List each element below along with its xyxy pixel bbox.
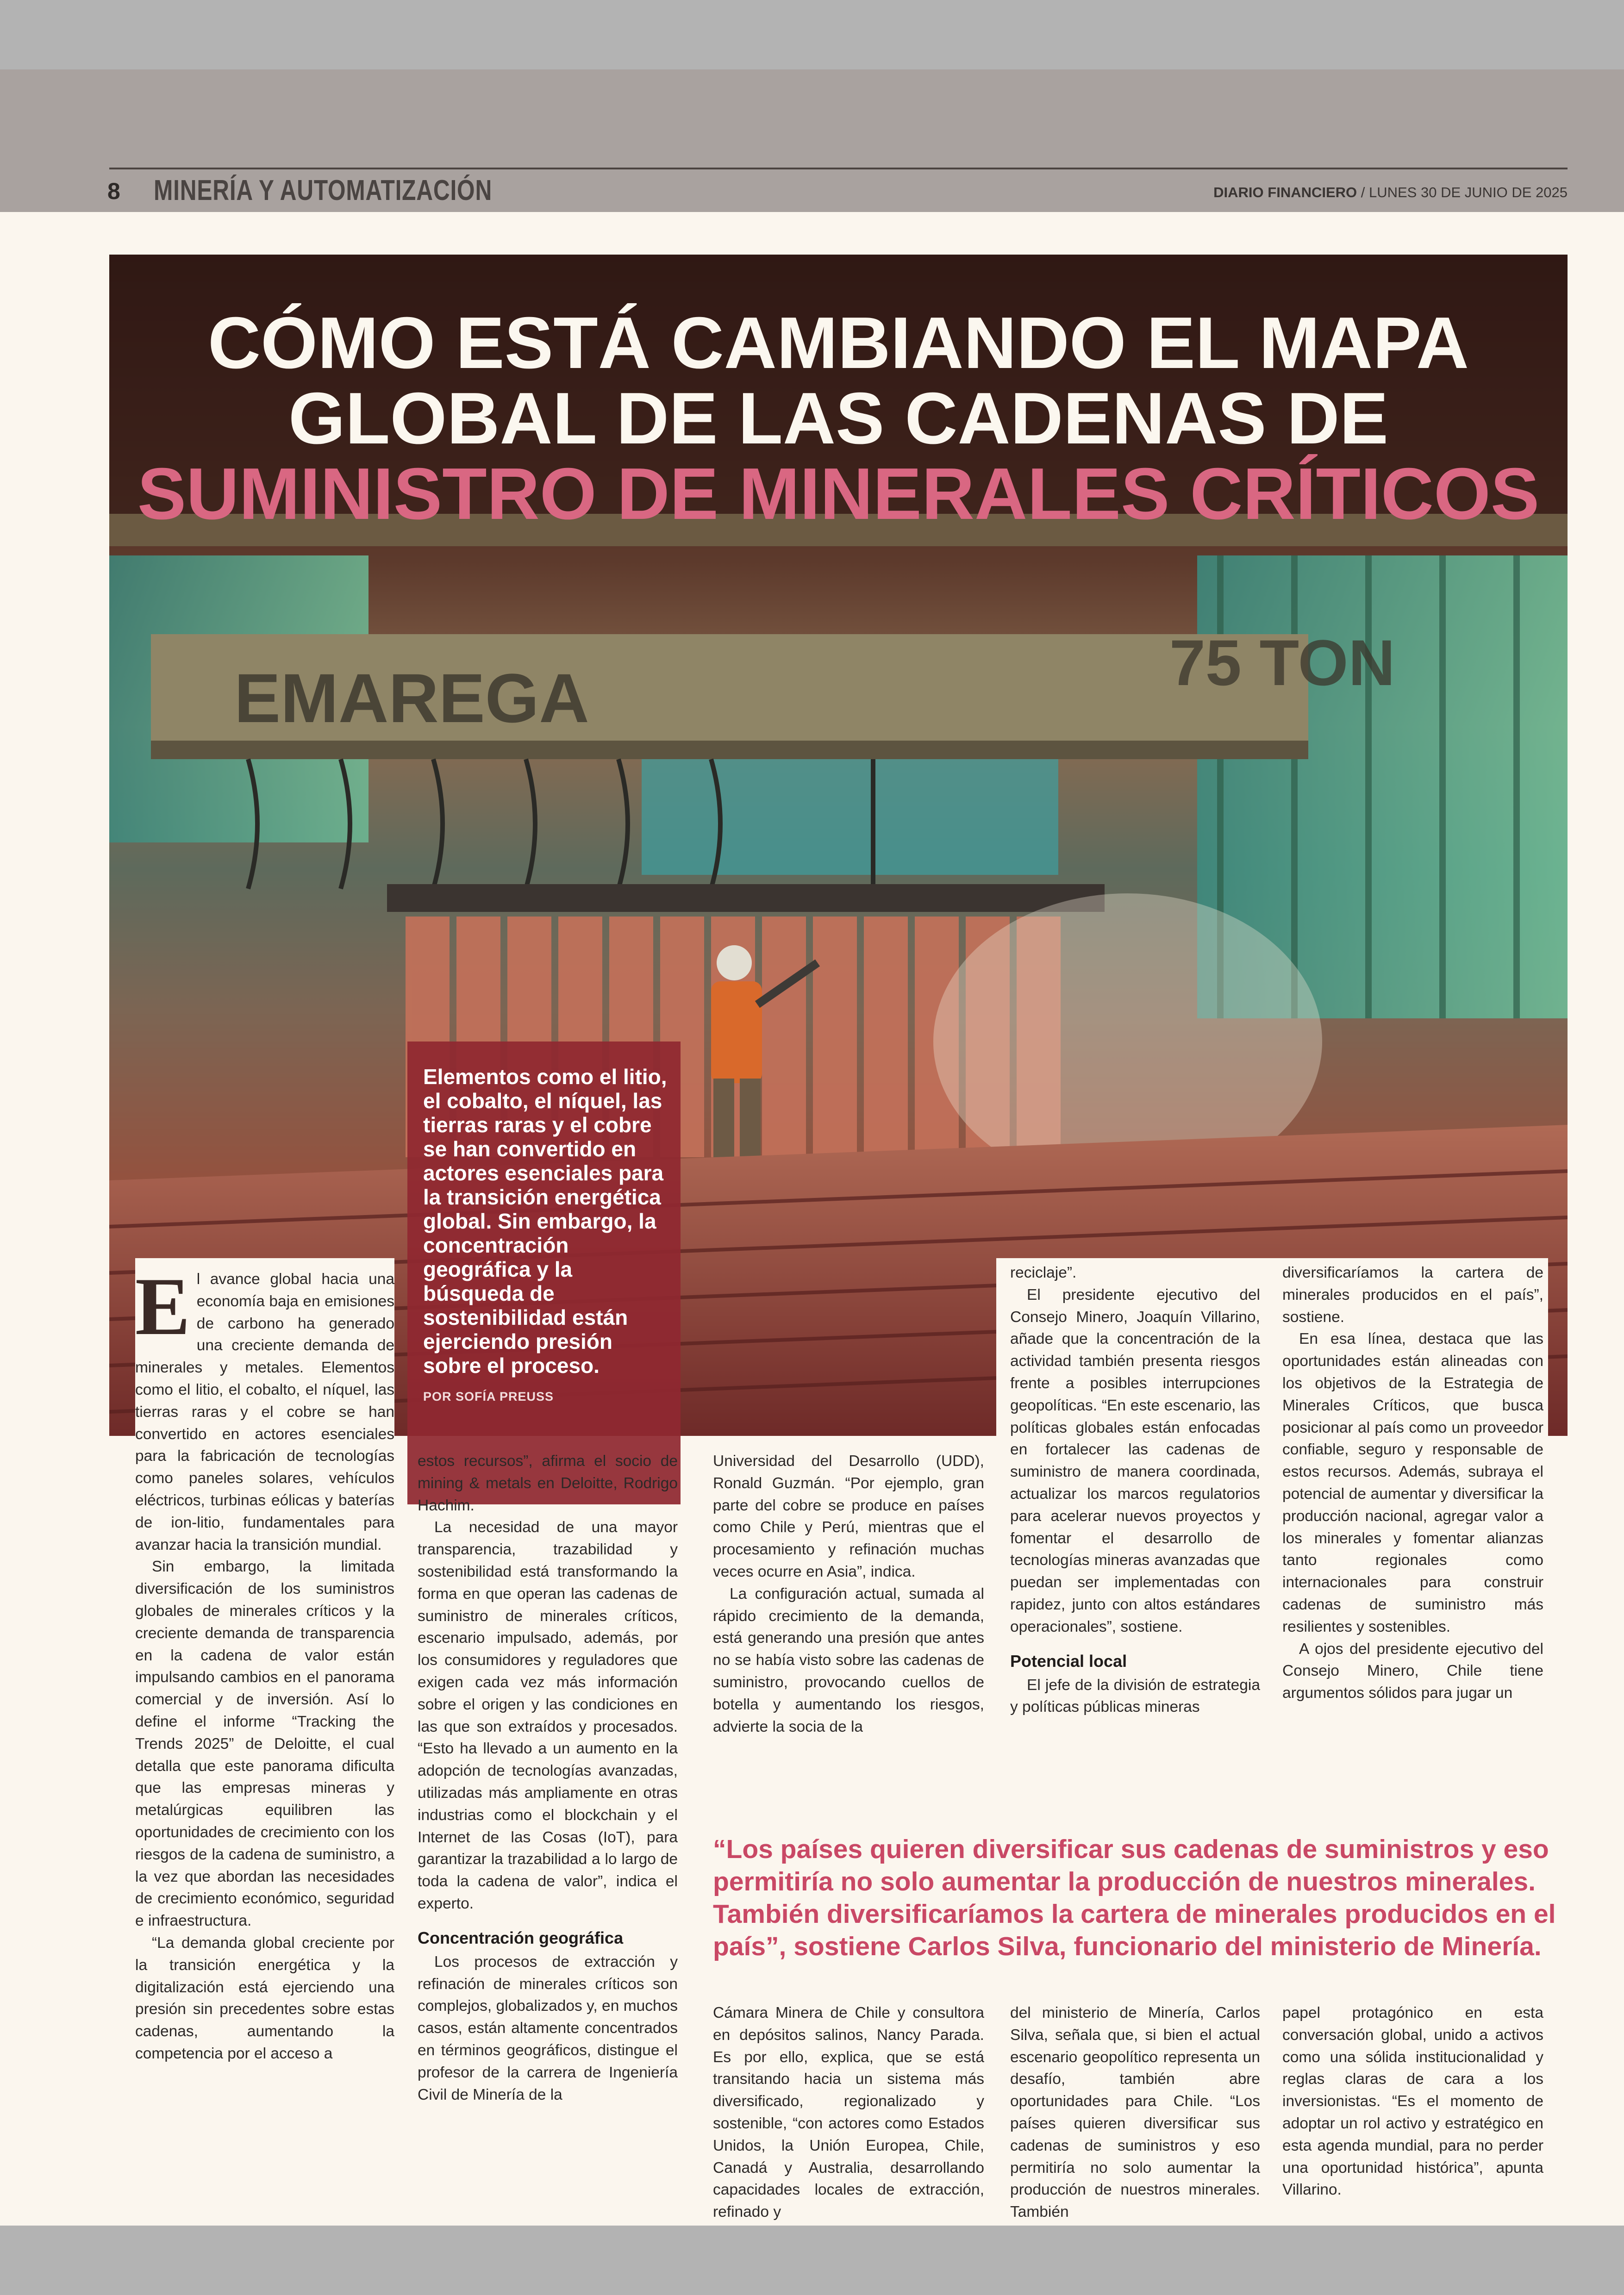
article-column-1	[135, 1258, 394, 2065]
page-number: 8	[107, 178, 120, 204]
paragraph: El jefe de la división de estrategia y políticas públicas mineras	[1010, 1676, 1260, 1716]
paper-name: DIARIO FINANCIERO	[1213, 184, 1357, 200]
drop-cap: E	[135, 1260, 190, 1352]
header-rule	[109, 168, 1568, 169]
paragraph: El presidente ejecutivo del Consejo Minero, Joaquín Villarino, añade que la concentración de la actividad también presenta riesgos frente a posibles interrupciones geopolíticas. “En este escenario, las políticas globales están enfocadas en fortalecer las cadenas de suministro de manera coordinada, actualizar los marcos regulatorios para acelerar nuevos proyectos y fomentar el desarrollo de tecnologías mineras avanzadas que puedan ser implementadas con rapidez, junto con altos estándares operacionales”, sostiene.	[1010, 1286, 1260, 1635]
article-column-5-continued	[1282, 2002, 1543, 2201]
lede-text: Elementos como el litio, el cobalto, el níquel, las tierras raras y el cobre se han convertido en actores esenciales para la transición energética global. Sin embargo, la concentración geográfica y la búsqueda de sostenibilidad están ejerciendo presión sobre el proceso.	[423, 1065, 667, 1378]
pull-quote: “Los países quieren diversificar sus cadenas de suministros y eso permitiría no solo aumentar la producción de nuestros minerales. También diversificaríamos la cartera de minerales producidos en el país”, sostiene Carlos Silva, funcionario del ministerio de Minería.	[713, 1834, 1556, 1961]
subheading: Concentración geográfica	[418, 1928, 624, 1947]
paragraph: La configuración actual, sumada al rápido crecimiento de la demanda, está generando una presión que antes no se había visto sobre las cadenas de suministro, provocando cuellos de botella y aumentando los riesgos, advierte la socia de la	[713, 1585, 984, 1735]
crane-sign-right: 75 TON	[1169, 626, 1395, 699]
paragraph: A ojos del presidente ejecutivo del Consejo Minero, Chile tiene argumentos sólidos para jugar un	[1282, 1640, 1543, 1702]
cathode-rack-bar	[387, 884, 1105, 912]
paragraph: reciclaje”.	[1010, 1264, 1077, 1281]
issue-date: / LUNES 30 DE JUNIO DE 2025	[1357, 184, 1568, 200]
scan-margin-bottom	[0, 2226, 1624, 2295]
paragraph: Sin embargo, la limitada diversificación de los suministros globales de minerales críticos y la creciente demanda de transparencia en la cadena de valor están impulsando cambios en el panorama comercial y de inversión. Así lo define el informe “Tracking the Trends 2025” de Deloitte, el cual detalla que este panorama dificulta que las empresas mineras y metalúrgicas equilibren las oportunidades de crecimiento con los riesgos de la cadena de suministro, a la vez que abordan las necesidades de crecimiento económico, seguridad e infraestructura.	[135, 1558, 394, 1930]
byline: POR SOFÍA PREUSS	[423, 1390, 554, 1403]
headline-line-1: CÓMO ESTÁ CAMBIANDO EL MAPA	[207, 302, 1469, 384]
paragraph: papel protagónico en esta conversación global, unido a activos como una sólida institucionalidad y reglas claras de cara a los inversionistas. “Es el momento de adoptar un rol activo y estratégico en esta agenda mundial, para no perder una oportunidad histórica”, apunta Villarino.	[1282, 2004, 1543, 2199]
article-column-3	[713, 1450, 984, 1738]
paragraph: Universidad del Desarrollo (UDD), Ronald Guzmán. “Por ejemplo, gran parte del cobre se produce en países como Chile y Perú, mientras que el procesamiento y refinación muchas veces ocurre en Asia”, indica.	[713, 1453, 984, 1580]
article-column-4	[996, 1258, 1265, 1718]
masthead	[1213, 184, 1568, 201]
paragraph: diversificaríamos la cartera de minerales producidos en el país”, sostiene.	[1282, 1264, 1543, 1326]
scan-margin-top	[0, 0, 1624, 69]
paragraph: estos recursos”, afirma el socio de mining & metals en Deloitte, Rodrigo Hachim.	[418, 1453, 678, 1514]
paragraph: Los procesos de extracción y refinación de minerales críticos son complejos, globalizados y, en muchos casos, están altamente concentrados en términos geográficos, distingue el profesor de la carrera de Ingeniería Civil de Minería de la	[418, 1953, 678, 2103]
headline-line-2: GLOBAL DE LAS CADENAS DE	[288, 378, 1389, 459]
article-column-4-continued	[1010, 2002, 1260, 2223]
section-title: MINERÍA Y AUTOMATIZACIÓN	[154, 175, 493, 206]
paragraph: En esa línea, destaca que las oportunidades están alineadas con los objetivos de la Estrategia de Minerales Críticos, que busca posicionar al país como un proveedor confiable, seguro y responsable de estos recursos. Además, subraya el potencial de aumentar y diversificar la producción nacional, agregar valor a los minerales y fomentar alianzas tanto regionales como internacionales para construir cadenas de suministro más resilientes y sostenibles.	[1282, 1330, 1543, 1635]
lede-callout	[407, 1041, 681, 1504]
headline	[109, 302, 1568, 535]
paragraph: del ministerio de Minería, Carlos Silva, señala que, si bien el actual escenario geopolítico representa un desafío, también abre oportunidades para Chile. “Los países quieren diversificar sus cadenas de suministros y eso permitiría no solo aumentar la producción de nuestros minerales. También	[1010, 2004, 1260, 2221]
newspaper-page	[0, 69, 1624, 2226]
paragraph: “La demanda global creciente por la transición energética y la digitalización está ejerciendo una presión sin precedentes sobre estas cadenas, aumentando la competencia por el acceso a	[135, 1934, 394, 2062]
paragraph: l avance global hacia una economía baja en emisiones de carbono ha generado una creciente demanda de minerales y metales. Elementos como el litio, el cobalto, el níquel, las tierras raras y el cobre se han convertido en actores esenciales para la fabricación de tecnologías como paneles solares, vehículos eléctricos, turbinas eólicas y baterías de ion-litio, fundamentales para avanzar hacia la transición mundial.	[135, 1271, 394, 1553]
headline-line-3: SUMINISTRO DE MINERALES CRÍTICOS	[137, 453, 1540, 535]
article-column-2	[418, 1450, 678, 2106]
article-column-3-continued	[713, 2002, 984, 2223]
paragraph: La necesidad de una mayor transparencia, trazabilidad y sostenibilidad está transformando la forma en que operan las cadenas de suministro de minerales críticos, escenario impulsado, además, por los consumidores y reguladores que exigen cada vez más información sobre el origen y las condiciones en las que son extraídos y procesados. “Esto ha llevado a un aumento en la adopción de tecnologías avanzadas, utilizadas más ampliamente en otras industrias como el blockchain y el Internet de las Cosas (IoT), para garantizar la trazabilidad a lo largo de toda la cadena de valor”, indica el experto.	[418, 1519, 678, 1912]
article-column-5	[1265, 1258, 1548, 1704]
paragraph: Cámara Minera de Chile y consultora en depósitos salinos, Nancy Parada. Es por ello, explica, que se está transitando hacia un sistema más diversificado, regionalizado y sostenible, “con actores como Estados Unidos, la Unión Europea, Chile, Canadá y Australia, desarrollando capacidades locales de extracción, refinado y	[713, 2004, 984, 2221]
subheading: Potencial local	[1010, 1651, 1127, 1671]
crane-sign-left: EMAREGA	[234, 659, 589, 737]
